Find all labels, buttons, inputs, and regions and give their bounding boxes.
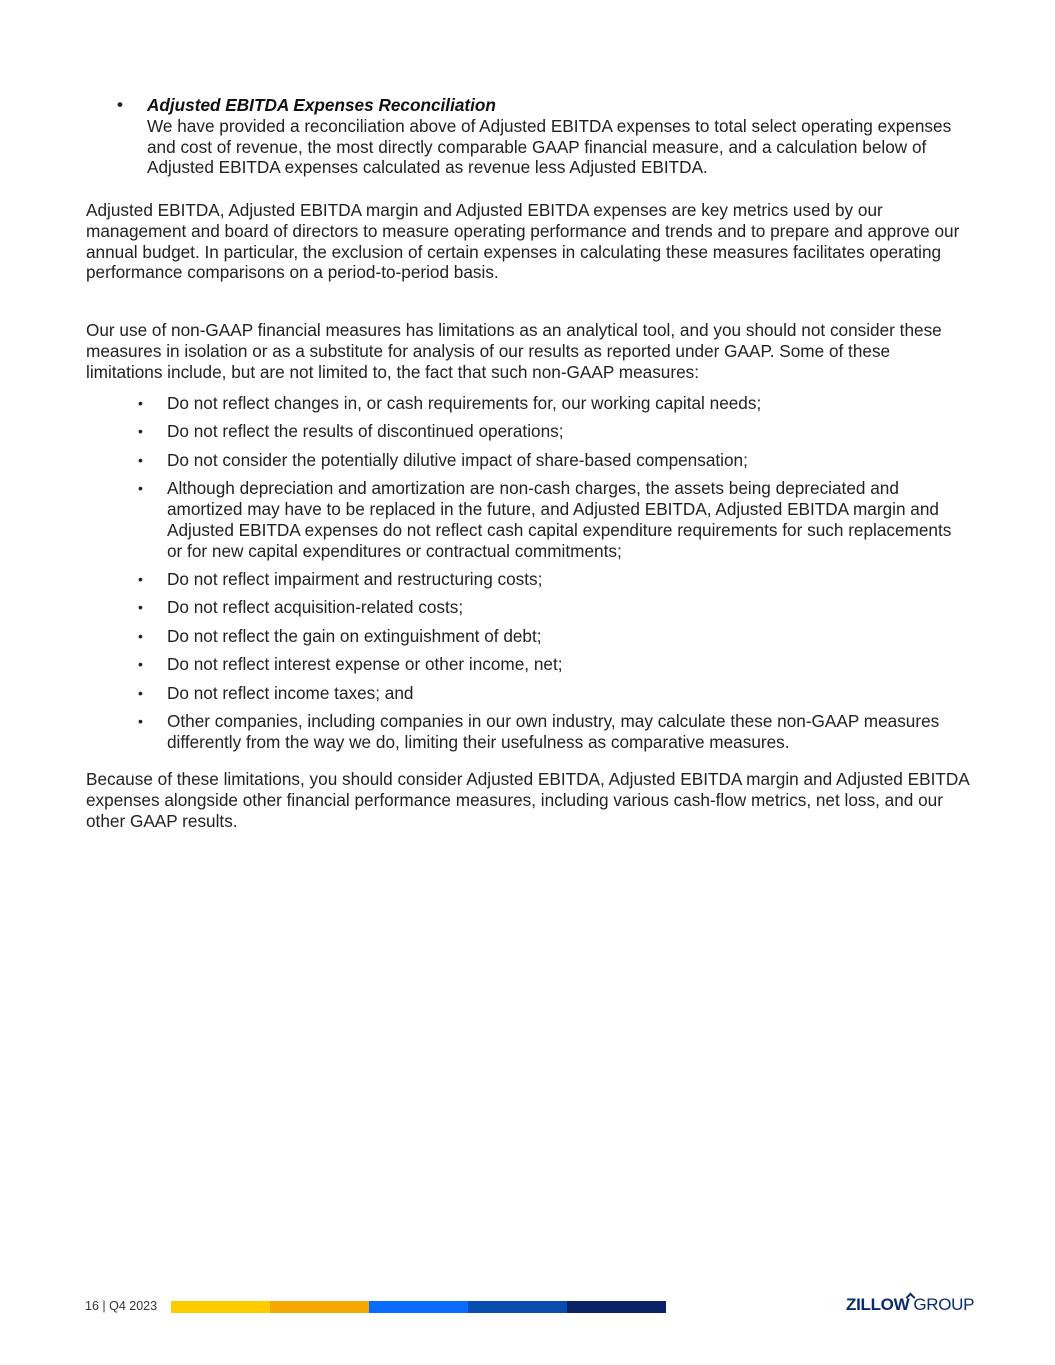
limitation-item bbox=[138, 569, 968, 590]
limitation-text: Although depreciation and amortization are non-cash charges, the assets being depreciated and amortized may have to be replaced in the future, and Adjusted EBITDA, Adjusted EBITDA margin and Adjusted EBITDA expenses do not reflect cash capital expenditure requirements for such replacements or for new capital expenditures or contractual commitments; bbox=[167, 478, 952, 561]
reconciliation-body: We have provided a reconciliation above of Adjusted EBITDA expenses to total select operating expenses and cost of revenue, the most directly comparable GAAP financial measure, and a calculation below of Adjusted EBITDA expenses calculated as revenue less Adjusted EBITDA. bbox=[147, 115, 952, 178]
bullet-marker: • bbox=[138, 480, 143, 497]
footer bbox=[0, 1290, 1055, 1330]
limitation-text: Do not reflect changes in, or cash requirements for, our working capital needs; bbox=[167, 393, 762, 413]
limitation-item bbox=[138, 450, 968, 471]
limitation-text: Do not reflect the gain on extinguishment of debt; bbox=[167, 625, 542, 646]
limitation-text: Other companies, including companies in our own industry, may calculate these non-GAAP measures differently from the way we do, limiting their usefulness as comparative measures. bbox=[167, 710, 940, 752]
reconciliation-heading: Adjusted EBITDA Expenses Reconciliation bbox=[147, 95, 496, 115]
color-bar-segment bbox=[369, 1301, 468, 1313]
limitation-text: Do not reflect the results of discontinued operations; bbox=[167, 421, 564, 442]
page-number-label: 16 | Q4 2023 bbox=[85, 1299, 158, 1313]
color-bar-segment bbox=[171, 1301, 270, 1313]
limitation-item bbox=[138, 393, 968, 414]
bullet-marker: • bbox=[138, 656, 143, 673]
key-metrics-paragraph: Adjusted EBITDA, Adjusted EBITDA margin and Adjusted EBITDA expenses are key metrics used by our management and board of directors to measure operating performance and trends and to prepare and approve our annual budget. In particular, the exclusion of certain expenses in calculating these measures facilitates operating performance comparisons on a period-to-period basis. bbox=[86, 200, 960, 283]
limitation-text: Do not reflect interest expense or other income, net; bbox=[167, 654, 563, 675]
bullet-marker: • bbox=[138, 570, 143, 587]
limitation-item bbox=[138, 711, 968, 753]
limitation-item bbox=[138, 683, 968, 704]
limitation-item bbox=[138, 478, 968, 561]
limitation-item bbox=[138, 597, 968, 618]
bullet-marker: • bbox=[138, 712, 143, 729]
conclusion-paragraph: Because of these limitations, you should consider Adjusted EBITDA, Adjusted EBITDA margin and Adjusted EBITDA expenses alongside other financial performance measures, including various cash-flow metrics, net loss, and our other GAAP results. bbox=[86, 769, 969, 831]
bullet-marker: • bbox=[138, 423, 143, 440]
bullet-marker: • bbox=[138, 599, 143, 616]
limitation-text: Do not consider the potentially dilutive impact of share-based compensation; bbox=[167, 449, 748, 470]
color-bar-segment bbox=[567, 1301, 666, 1313]
color-bar-segment bbox=[468, 1301, 567, 1313]
logo-group-text: GROUP bbox=[913, 1295, 975, 1314]
bullet-marker: • bbox=[138, 395, 143, 411]
bullet-marker: • bbox=[138, 451, 143, 468]
limitations-list bbox=[138, 393, 968, 760]
limitations-intro-paragraph: Our use of non-GAAP financial measures has limitations as an analytical tool, and you should not consider these measures in isolation or as a substitute for analysis of our results as reported under GAAP. Some of these limitations include, but are not limited to, the fact that such non-GAAP measures: bbox=[86, 320, 942, 382]
logo-zillow-text: ZILLOW bbox=[846, 1295, 910, 1314]
limitation-text: Do not reflect income taxes; and bbox=[167, 682, 414, 703]
limitation-text: Do not reflect acquisition-related costs; bbox=[167, 597, 464, 618]
limitation-item bbox=[138, 654, 968, 675]
limitation-text: Do not reflect impairment and restructuring costs; bbox=[167, 568, 543, 589]
zillow-group-logo bbox=[846, 1295, 974, 1315]
limitation-item bbox=[138, 421, 968, 442]
limitation-item bbox=[138, 626, 968, 647]
color-bar-segment bbox=[270, 1301, 369, 1313]
bullet-marker: • bbox=[138, 627, 143, 644]
bullet-marker: • bbox=[117, 95, 123, 114]
reconciliation-bullet-item bbox=[117, 95, 957, 178]
bullet-marker: • bbox=[138, 684, 143, 701]
brand-color-bar bbox=[171, 1301, 666, 1313]
